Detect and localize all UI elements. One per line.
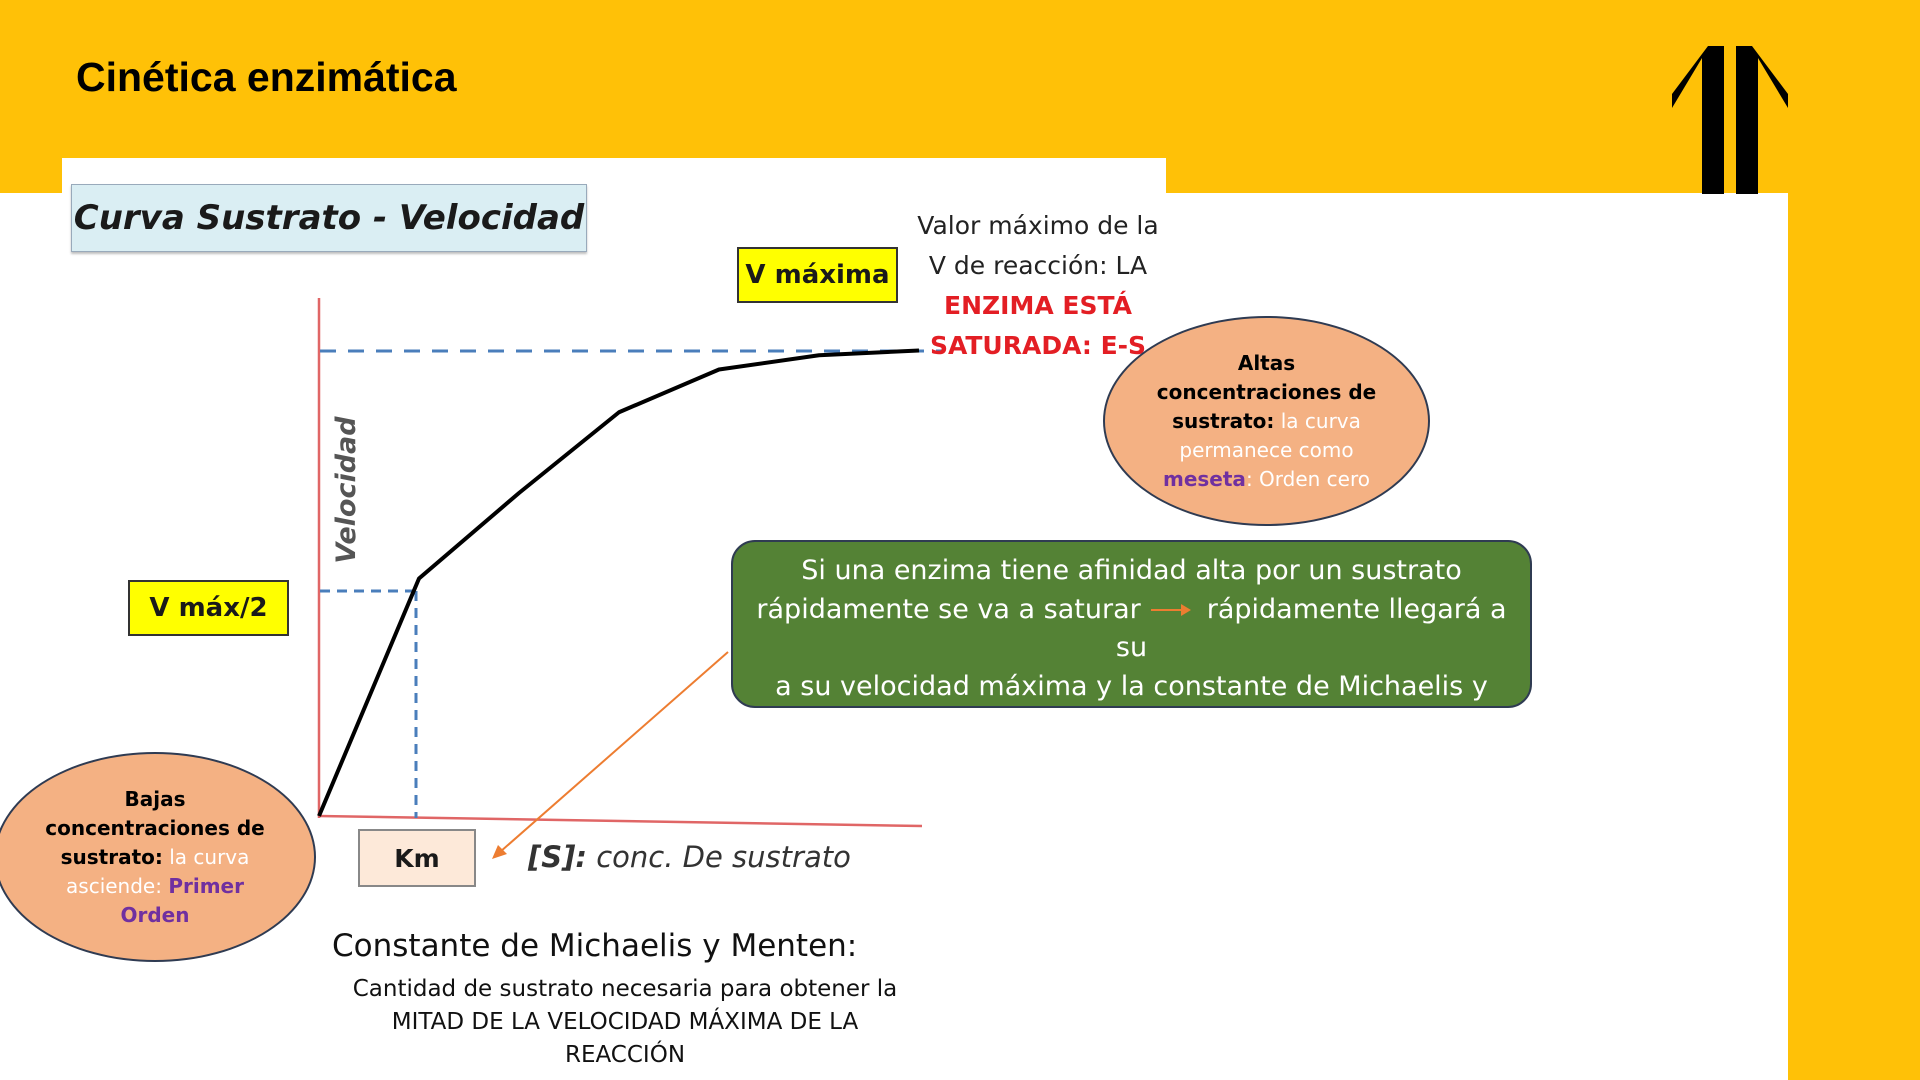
max-note-line1: Valor máximo de la [917,211,1159,240]
affinity-line2b: rápidamente llegará a su [1115,593,1507,663]
high-note-bold: Altas concentraciones de sustrato: [1156,350,1377,433]
low-note-purple: Primer Orden [120,873,244,927]
slide-title: Cinética enzimática [76,54,457,100]
max-note-red1: ENZIMA ESTÁ [944,291,1132,320]
max-note-red2: SATURADA: E-S [929,331,1147,360]
affinity-line1: Si una enzima tiene afinidad alta por un sustrato [801,555,1462,586]
low-concentration-note [0,752,316,962]
x-axis-label-text: conc. De sustrato [587,840,851,874]
vmax-half-label: V máx/2 [128,580,289,636]
affinity-line3: a su velocidad máxima y la constante de Michaelis y [775,670,1488,702]
y-axis-label: Velocidad [331,416,362,564]
vmax-label: V máxima [737,247,898,303]
x-axis [319,816,922,826]
low-note-bold: Bajas concentraciones de sustrato: [45,786,265,869]
high-concentration-note [1103,316,1430,526]
high-note-white2: : Orden cero [1245,466,1370,491]
low-note-white1: la curva asciende: [66,844,250,898]
high-note-white1: la curva permanece como [1179,408,1361,462]
definition-text: Cantidad de sustrato necesaria para obtener la MITAD DE LA VELOCIDAD MÁXIMA DE LA REACCIÓN [352,976,898,1068]
affinity-note [731,540,1532,740]
affinity-line4: Menten (Km) será menor [962,709,1301,740]
max-note [898,206,1178,366]
affinity-line2a: rápidamente se va a saturar [756,593,1141,625]
definition-title: Constante de Michaelis y Menten: [332,928,858,964]
curve-title: Curva Sustrato - Velocidad [71,184,587,252]
high-note-purple: meseta [1163,466,1246,491]
arrow-right-icon [1151,609,1189,611]
x-axis-label-bold: [S]: [528,840,587,874]
affinity-line2 [747,591,1516,668]
x-axis-label [528,840,851,874]
max-note-line2: V de reacción: LA [928,251,1148,280]
km-label: Km [358,829,476,887]
